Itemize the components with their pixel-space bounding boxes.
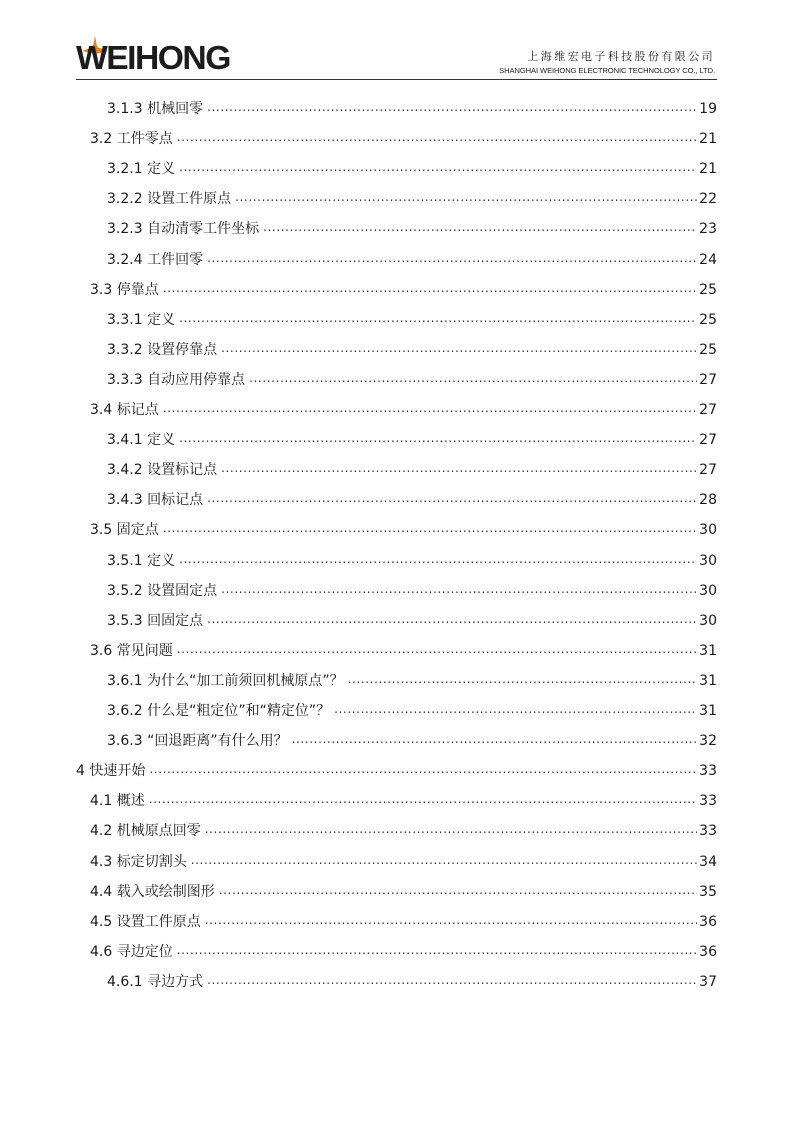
toc-entry-title: 4.3 标定切割头 <box>90 853 187 870</box>
toc-dot-leader <box>205 913 697 931</box>
toc-dot-leader <box>207 612 697 630</box>
toc-dot-leader <box>177 943 697 961</box>
toc-entry-page: 25 <box>699 281 717 298</box>
toc-entry[interactable] <box>107 457 717 479</box>
toc-entry-title: 3.4.3 回标记点 <box>107 492 204 509</box>
toc-entry[interactable] <box>107 578 717 600</box>
toc-entry[interactable] <box>107 216 717 238</box>
toc-entry[interactable] <box>90 397 717 419</box>
toc-entry[interactable] <box>107 96 717 118</box>
toc-entry-page: 34 <box>699 853 717 870</box>
toc-entry-title: 3.4 标记点 <box>90 402 159 418</box>
toc-dot-leader <box>177 642 697 660</box>
toc-entry-title: 3.6 常见问题 <box>90 642 173 659</box>
toc-entry-page: 27 <box>699 462 717 479</box>
toc-entry-title: 4.1 概述 <box>90 793 145 810</box>
toc-dot-leader <box>207 100 697 118</box>
toc-entry-page: 30 <box>699 552 717 569</box>
toc-entry-page: 25 <box>699 341 717 358</box>
toc-entry[interactable] <box>90 849 717 871</box>
toc-entry-page: 36 <box>699 913 717 930</box>
toc-entry-page: 31 <box>699 672 717 689</box>
toc-entry-page: 33 <box>699 823 717 840</box>
toc-entry-title: 3.2.4 工件回零 <box>107 251 204 268</box>
toc-entry[interactable] <box>107 186 717 208</box>
toc-entry[interactable] <box>90 277 717 299</box>
toc-entry[interactable] <box>107 698 717 720</box>
toc-entry[interactable] <box>90 939 717 961</box>
toc-entry[interactable] <box>90 517 717 539</box>
toc-dot-leader <box>179 160 697 178</box>
toc-dot-leader <box>179 431 697 449</box>
toc-entry-page: 37 <box>699 973 717 990</box>
toc-entry-title: 3.4.2 设置标记点 <box>107 462 218 479</box>
toc-entry-title: 3.2 工件零点 <box>90 131 173 148</box>
toc-entry[interactable] <box>76 758 717 780</box>
toc-dot-leader <box>163 401 697 419</box>
toc-entry-title: 3.3.3 自动应用停靠点 <box>107 371 246 388</box>
company-name-en: SHANGHAI WEIHONG ELECTRONIC TECHNOLOGY CO., LTD. <box>499 66 715 75</box>
toc-entry[interactable] <box>107 728 717 750</box>
toc-entry-page: 31 <box>699 642 717 659</box>
page-header <box>0 0 793 82</box>
toc-entry-title: 4.6 寻边定位 <box>90 943 173 960</box>
toc-entry-title: 3.2.2 设置工件原点 <box>107 191 232 208</box>
toc-entry-title: 4.6.1 寻边方式 <box>107 973 204 990</box>
toc-entry-page: 32 <box>699 733 717 750</box>
toc-entry-page: 21 <box>699 131 717 148</box>
toc-entry-title: 3.3.1 定义 <box>107 311 176 328</box>
toc-entry-title: 4 快速开始 <box>76 763 146 780</box>
toc-entry[interactable] <box>107 156 717 178</box>
toc-entry-page: 24 <box>699 251 717 268</box>
toc-entry[interactable] <box>90 126 717 148</box>
toc-entry-page: 28 <box>699 492 717 509</box>
toc-entry-page: 33 <box>699 763 717 780</box>
logo-text: WEIHONG <box>76 39 230 76</box>
toc-entry-page: 19 <box>699 101 717 117</box>
toc-dot-leader <box>348 672 698 690</box>
toc-entry[interactable] <box>107 969 717 991</box>
toc-entry-page: 27 <box>699 371 717 388</box>
toc-entry[interactable] <box>90 638 717 660</box>
toc-dot-leader <box>263 220 697 238</box>
toc-dot-leader <box>163 281 697 299</box>
toc-dot-leader <box>207 251 697 269</box>
toc-entry[interactable] <box>107 548 717 570</box>
toc-dot-leader <box>235 190 697 208</box>
toc-entry-title: 4.2 机械原点回零 <box>90 823 201 840</box>
toc-dot-leader <box>207 491 697 509</box>
toc-dot-leader <box>177 130 697 148</box>
toc-dot-leader <box>219 883 697 901</box>
toc-entry-page: 35 <box>699 883 717 900</box>
toc-entry-page: 31 <box>699 703 717 719</box>
toc-entry-title: 3.4.1 定义 <box>107 432 176 449</box>
toc-entry-title: 4.5 设置工件原点 <box>90 913 201 930</box>
toc-entry[interactable] <box>90 818 717 840</box>
company-name-cn: 上海维宏电子科技股份有限公司 <box>527 50 715 63</box>
toc-entry-title: 3.6.1 为什么“加工前须回机械原点”？ <box>107 672 344 689</box>
toc-entry-title: 3.5.3 回固定点 <box>107 612 204 629</box>
toc-entry-title: 3.6.3 “回退距离”有什么用？ <box>107 733 288 750</box>
toc-dot-leader <box>205 822 697 840</box>
toc-entry-title: 3.3.2 设置停靠点 <box>107 341 218 358</box>
toc-dot-leader <box>221 582 697 600</box>
toc-dot-leader <box>179 552 697 570</box>
toc-dot-leader <box>221 461 697 479</box>
toc-dot-leader <box>207 973 697 991</box>
toc-entry[interactable] <box>107 367 717 389</box>
toc-entry[interactable] <box>90 879 717 901</box>
toc-entry-page: 22 <box>699 191 717 208</box>
toc-dot-leader <box>149 762 697 780</box>
toc-entry[interactable] <box>107 307 717 329</box>
toc-entry-page: 30 <box>699 582 717 599</box>
toc-dot-leader <box>163 521 697 539</box>
toc-entry-page: 23 <box>699 221 717 238</box>
toc-entry-title: 4.4 载入或绘制图形 <box>90 883 215 900</box>
toc-dot-leader <box>292 732 698 750</box>
toc-entry[interactable] <box>90 909 717 931</box>
toc-dot-leader <box>221 341 697 359</box>
toc-entry-title: 3.5.2 设置固定点 <box>107 582 218 599</box>
toc-entry-page: 27 <box>699 402 717 418</box>
toc-entry-page: 30 <box>699 522 717 539</box>
toc-dot-leader <box>249 371 697 389</box>
toc-entry-title: 3.2.1 定义 <box>107 161 176 178</box>
toc-dot-leader <box>149 792 697 810</box>
toc-entry-title: 3.5 固定点 <box>90 522 159 539</box>
toc-entry-title: 3.1.3 机械回零 <box>107 101 204 117</box>
toc-entry[interactable] <box>107 487 717 509</box>
toc-entry[interactable] <box>107 427 717 449</box>
toc-entry[interactable] <box>107 337 717 359</box>
toc-entry[interactable] <box>107 608 717 630</box>
toc-entry-page: 27 <box>699 432 717 449</box>
toc-entry-title: 3.6.2 什么是“粗定位”和“精定位”？ <box>107 703 331 719</box>
toc-entry[interactable] <box>107 668 717 690</box>
toc-entry-title: 3.2.3 自动清零工件坐标 <box>107 221 260 238</box>
header-divider <box>76 79 717 80</box>
toc-entry-title: 3.5.1 定义 <box>107 552 176 569</box>
toc-entry-page: 21 <box>699 161 717 178</box>
toc-entry-page: 30 <box>699 612 717 629</box>
toc-entry-page: 33 <box>699 793 717 810</box>
toc-dot-leader <box>191 853 697 871</box>
toc-entry-page: 36 <box>699 943 717 960</box>
toc-entry-page: 25 <box>699 311 717 328</box>
toc-entry-title: 3.3 停靠点 <box>90 281 159 298</box>
toc-dot-leader <box>334 702 697 720</box>
toc-entry[interactable] <box>107 247 717 269</box>
toc-dot-leader <box>179 311 697 329</box>
toc-entry[interactable] <box>90 788 717 810</box>
